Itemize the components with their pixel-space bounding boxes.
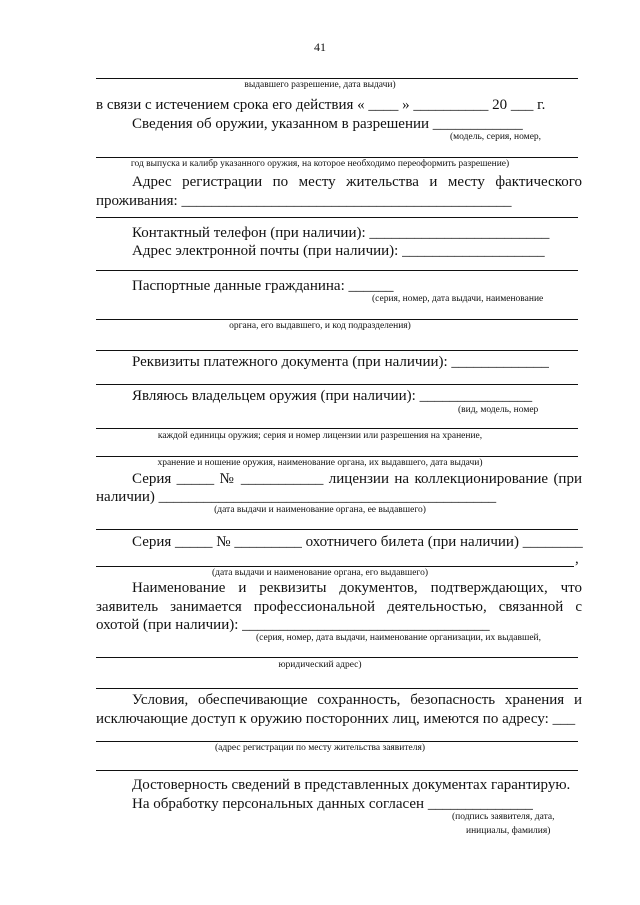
text-line: Являюсь владельцем оружия (при наличии): _______________: [132, 388, 533, 404]
field-note: (подпись заявителя, дата,: [452, 812, 555, 822]
text-line: Достоверность сведений в представленных документах гарантирую.: [132, 777, 571, 793]
fill-line: [96, 456, 578, 457]
text-line: Серия _____ № _________ охотничего билета (при наличии) ________: [132, 534, 583, 550]
field-note: (вид, модель, номер: [458, 405, 539, 415]
field-note: (дата выдачи и наименование органа, ее выдавшего): [214, 505, 426, 515]
text-line: Условия, обеспечивающие сохранность, безопасность хранения и: [132, 692, 582, 708]
fill-line: [96, 428, 578, 429]
field-note: хранение и ношение оружия, наименование органа, их выдавшего, дата выдачи): [157, 458, 483, 468]
line-comma: ,: [575, 551, 579, 567]
text-line: Адрес регистрации по месту жительства и месту фактического: [132, 174, 582, 190]
field-note: (адрес регистрации по месту жительства заявителя): [214, 743, 426, 753]
field-note: инициалы, фамилия): [466, 826, 551, 836]
text-line: в связи с истечением срока его действия « ____ » __________ 20 ___ г.: [96, 97, 546, 113]
fill-line: [96, 384, 578, 385]
fill-line: [96, 157, 578, 158]
fill-line: [96, 78, 578, 79]
text-line: Наименование и реквизиты документов, подтверждающих, что: [132, 580, 582, 596]
field-note: юридический адрес): [278, 660, 362, 670]
page-number: 41: [314, 40, 326, 54]
field-note: органа, его выдавшего, и код подразделения): [229, 321, 411, 331]
field-note: (дата выдачи и наименование органа, его выдавшего): [211, 568, 429, 578]
text-line: Адрес электронной почты (при наличии): ___________________: [132, 243, 545, 259]
text-line: наличии) _____________________________________________: [96, 489, 497, 505]
text-line: Серия _____ № ___________ лицензии на коллекционирование (при: [132, 471, 582, 487]
text-line: Паспортные данные гражданина: ______: [132, 278, 394, 294]
fill-line: [96, 350, 578, 351]
text-line: исключающие доступ к оружию посторонних лиц, имеются по адресу: ___: [96, 711, 576, 727]
text-line: охотой (при наличии): _________________________________: [96, 617, 490, 633]
text-line: Реквизиты платежного документа (при наличии): _____________: [132, 354, 549, 370]
fill-line: [96, 741, 578, 742]
fill-line: [96, 529, 578, 530]
text-line: проживания: ____________________________________________: [96, 193, 512, 209]
text-line: заявитель занимается профессиональной деятельностью, связанной с: [96, 599, 582, 615]
fill-line: [96, 270, 578, 271]
fill-line: [96, 770, 578, 771]
field-note: (серия, номер, дата выдачи, наименование организации, их выдавшей,: [256, 633, 541, 643]
text-line: На обработку персональных данных согласен ______________: [132, 796, 533, 812]
field-note: год выпуска и калибр указанного оружия, на которое необходимо переоформить разрешение): [130, 159, 510, 169]
text-line: Контактный телефон (при наличии): ________________________: [132, 225, 550, 241]
fill-line: [96, 319, 578, 320]
fill-line: [96, 657, 578, 658]
fill-line: [96, 566, 574, 567]
field-note: (серия, номер, дата выдачи, наименование: [372, 294, 544, 304]
fill-line: [96, 217, 578, 218]
field-note: каждой единицы оружия; серия и номер лицензии или разрешения на хранение,: [157, 431, 483, 441]
fill-line: [96, 688, 578, 689]
field-note: (модель, серия, номер,: [450, 132, 542, 142]
text-line: Сведения об оружии, указанном в разрешении ____________: [132, 116, 523, 132]
field-note: выдавшего разрешение, дата выдачи): [244, 80, 396, 90]
